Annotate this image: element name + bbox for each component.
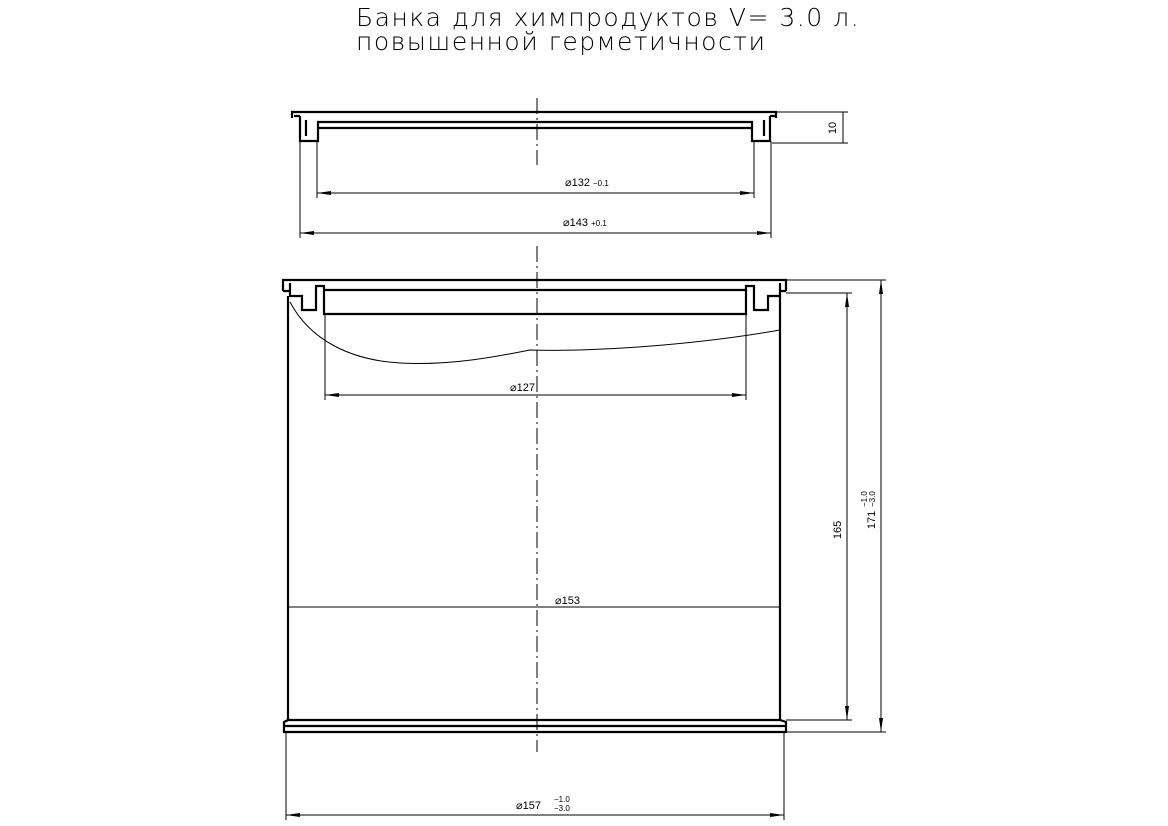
body-height-label: 165 — [832, 520, 844, 540]
lid-height-label: 10 — [827, 121, 839, 135]
lid-view — [292, 98, 848, 238]
cutaway-break-line — [290, 302, 780, 364]
svg-text:171: 171 — [866, 510, 878, 530]
svg-text:−3.0: −3.0 — [868, 491, 877, 507]
lid-outer-diameter-label: ⌀143 +0.1 — [563, 217, 607, 229]
arrow-right — [757, 231, 771, 235]
drawing-title-line2: повышенной герметичности — [356, 27, 767, 56]
arrow-left — [325, 393, 339, 397]
neck-diameter-label: ⌀127 — [510, 382, 535, 394]
arrow-left — [300, 231, 314, 235]
arrow-up — [879, 280, 883, 294]
base-diameter-label — [516, 795, 570, 813]
arrow-left — [286, 813, 300, 817]
svg-text:⌀157: ⌀157 — [516, 800, 541, 812]
jar-view — [283, 246, 886, 820]
lid-outline — [292, 112, 776, 141]
arrow-right — [770, 813, 784, 817]
total-height-label — [860, 491, 878, 530]
arrow-up — [845, 293, 849, 307]
jar-rim-outline — [283, 280, 786, 314]
arrow-right — [740, 191, 754, 195]
svg-text:−1.0: −1.0 — [860, 491, 869, 507]
lid-inner-diameter-label: ⌀132 −0.1 — [565, 177, 609, 189]
arrow-right — [732, 393, 746, 397]
drawing-title-line1: Банка для химпродуктов V= 3.0 л. — [356, 3, 861, 32]
body-diameter-label: ⌀153 — [555, 595, 580, 607]
arrow-down — [845, 706, 849, 720]
svg-text:−1.0: −1.0 — [554, 795, 570, 804]
jar-base-outline — [284, 720, 786, 732]
arrow-down — [879, 718, 883, 732]
arrow-left — [317, 191, 331, 195]
svg-text:−3.0: −3.0 — [554, 804, 570, 813]
